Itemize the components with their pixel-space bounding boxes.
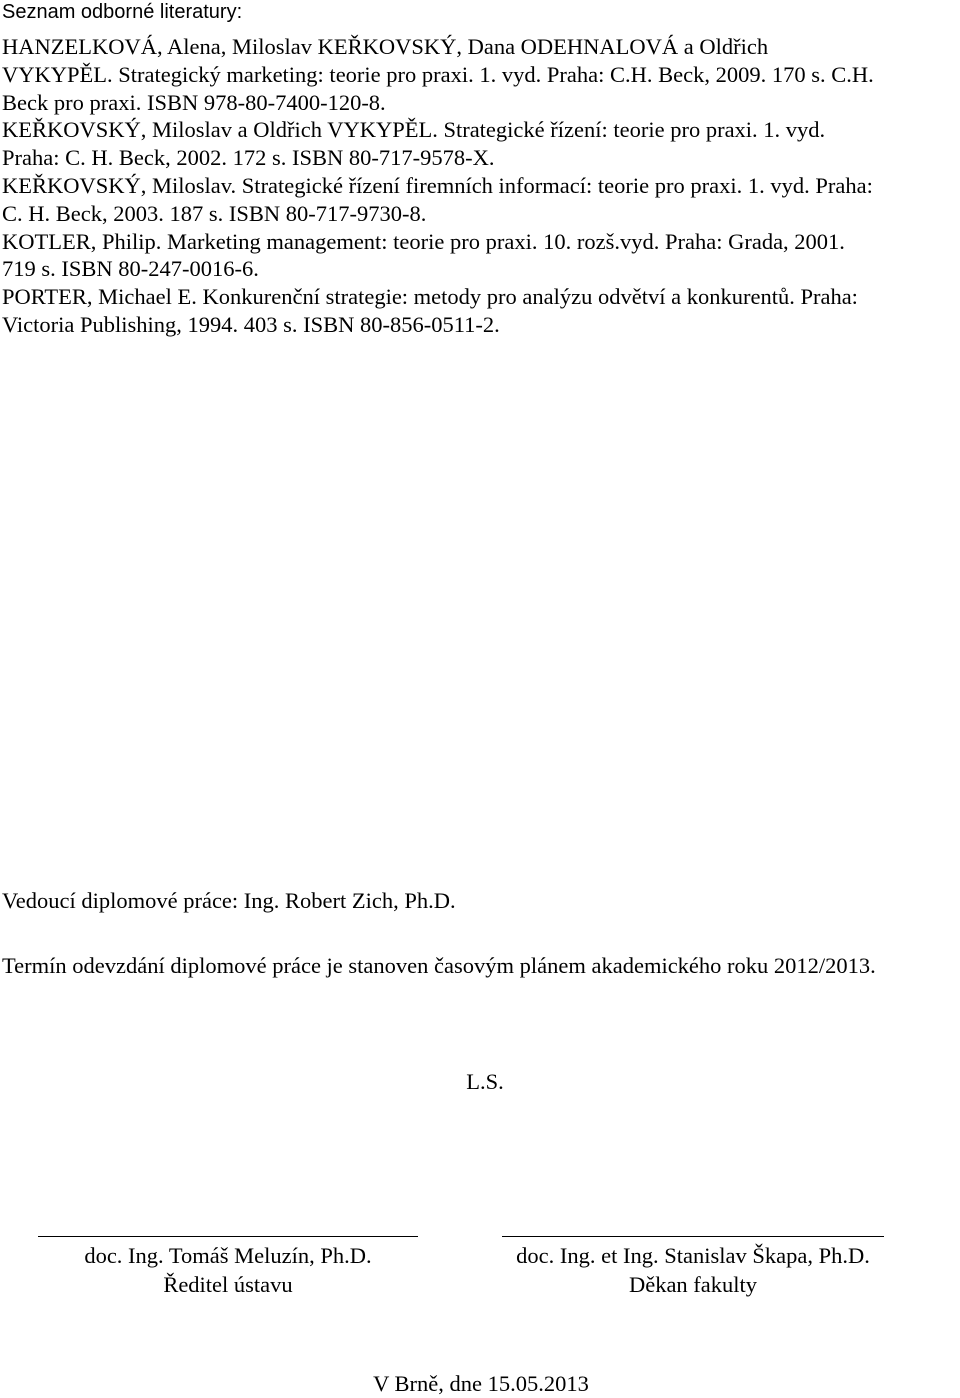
reference-line: PORTER, Michael E. Konkurenční strategie: metody pro analýzu odvětví a konkurentů. Praha: bbox=[2, 284, 858, 310]
reference-line: HANZELKOVÁ, Alena, Miloslav KEŘKOVSKÝ, Dana ODEHNALOVÁ a Oldřich bbox=[2, 34, 769, 59]
reference-item bbox=[2, 33, 954, 116]
place-and-date: V Brně, dne 15.05.2013 bbox=[373, 1371, 589, 1396]
supervisor-line: Vedoucí diplomové práce: Ing. Robert Zich, Ph.D. bbox=[2, 888, 456, 913]
reference-item bbox=[2, 228, 954, 284]
page-title: Seznam odborné literatury: bbox=[2, 1, 243, 23]
reference-line: C. H. Beck, 2003. 187 s. ISBN 80-717-9730-8. bbox=[2, 200, 427, 226]
signature-line bbox=[502, 1236, 884, 1237]
reference-line: KOTLER, Philip. Marketing management: teorie pro praxi. 10. rozš.vyd. Praha: Grada, 2001. bbox=[2, 228, 845, 254]
reference-line: KEŘKOVSKÝ, Miloslav a Oldřich VYKYPĚL. Strategické řízení: teorie pro praxi. 1. vyd. bbox=[2, 117, 826, 143]
signature-role: Děkan fakulty bbox=[628, 1272, 758, 1297]
signature-name: doc. Ing. et Ing. Stanislav Škapa, Ph.D. bbox=[516, 1243, 870, 1268]
reference-line: Beck pro praxi. ISBN 978-80-7400-120-8. bbox=[2, 89, 386, 115]
reference-list bbox=[2, 33, 954, 339]
signature-line bbox=[38, 1236, 418, 1237]
reference-line: Praha: C. H. Beck, 2002. 172 s. ISBN 80-717-9578-X. bbox=[2, 145, 495, 171]
signature-role: Ředitel ústavu bbox=[163, 1272, 293, 1297]
reference-item bbox=[2, 172, 954, 228]
signature-block-dean bbox=[502, 1236, 884, 1299]
signature-name: doc. Ing. Tomáš Meluzín, Ph.D. bbox=[84, 1243, 372, 1268]
seal-mark: L.S. bbox=[466, 1069, 504, 1094]
reference-item bbox=[2, 283, 954, 339]
deadline-line: Termín odevzdání diplomové práce je stanoven časovým plánem akademického roku 2012/2013. bbox=[2, 953, 876, 978]
reference-line: Victoria Publishing, 1994. 403 s. ISBN 80-856-0511-2. bbox=[2, 311, 500, 337]
reference-line: VYKYPĚL. Strategický marketing: teorie pro praxi. 1. vyd. Praha: C.H. Beck, 2009. 170 s. C.H. bbox=[2, 61, 874, 87]
reference-line: 719 s. ISBN 80-247-0016-6. bbox=[2, 256, 259, 282]
reference-item bbox=[2, 116, 954, 172]
reference-line: KEŘKOVSKÝ, Miloslav. Strategické řízení firemních informací: teorie pro praxi. 1. vyd. Praha: bbox=[2, 172, 873, 198]
signature-block-director bbox=[38, 1236, 418, 1299]
